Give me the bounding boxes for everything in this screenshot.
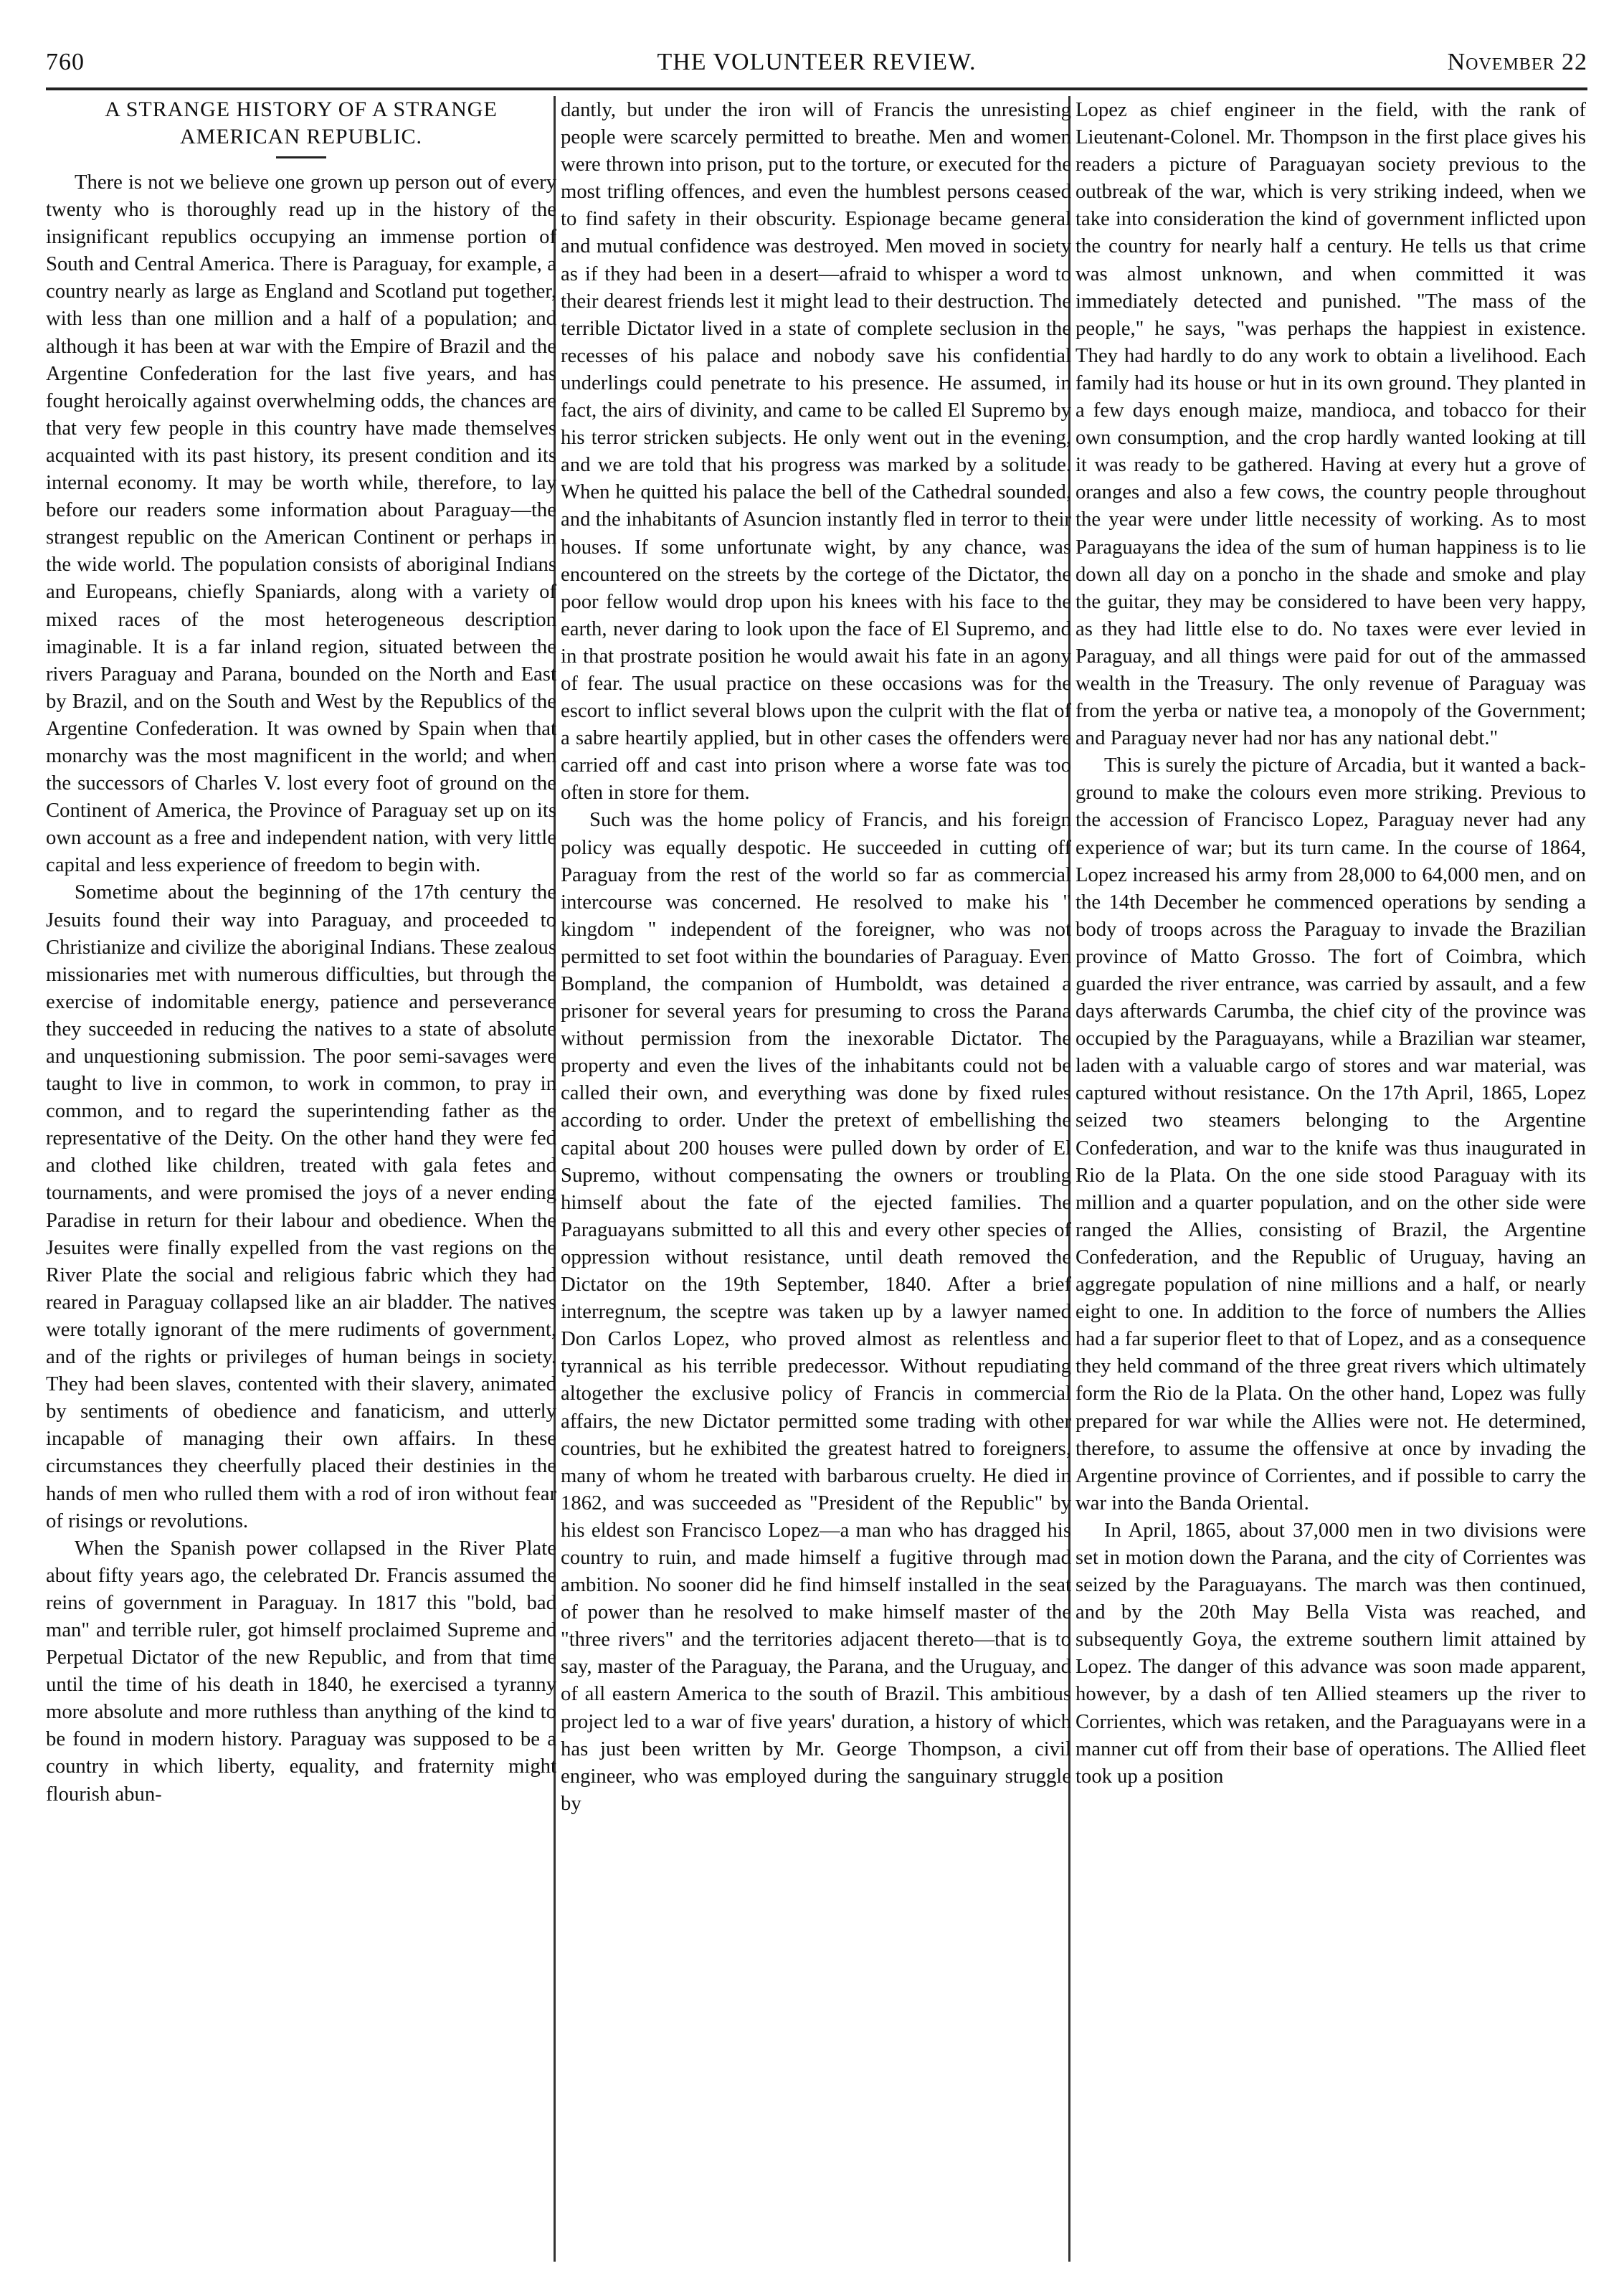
issue-date: November 22 <box>1447 49 1587 75</box>
page-number: 760 <box>46 49 85 75</box>
column-1 <box>46 96 556 2269</box>
paragraph: Sometime about the beginning of the 17th century the Jesuits found their way into Paraguay, and proceeded to Christianize and civilize the aboriginal Indians. These zealous missionaries met with numerous difficulties, but through the exercise of indomitable energy, patience and perseverance they succeeded in reducing the natives to a state of absolute and unquestioning submission. The poor semi-savages were taught to live in common, to work in common, to pray in common, and to regard the superintending father as the representative of the Deity. On the other hand they were fed and clothed like children, treated with gala fetes and tournaments, and were promised the joys of a never ending Paradise in return for their labour and obedience. When the Jesuites were finally expelled from the vast regions on the River Plate the social and religious fabric which they had reared in Paraguay collapsed like an air bladder. The natives were totally ignorant of the mere rudiments of government, and of the rights or privileges of human beings in society. They had been slaves, contented with their slavery, animated by sentiments of obedience and fanaticism, and utterly incapable of managing their own affairs. In these circumstances they cheerfully placed their destinies in the hands of men who rulled them with a rod of iron without fear of risings or revolutions. <box>46 881 556 1532</box>
title-separator <box>276 156 326 158</box>
paragraph: Such was the home policy of Francis, and his foreign policy was equally despotic. He succeeded in cutting off Paraguay from the rest of the world so far as commercial intercourse was concerned. He resolved to make his " kingdom " independent of the foreigner, who was not permitted to set foot within the boundaries of Paraguay. Even Bompland, the companion of Humboldt, was detained a prisoner for several years for presuming to cross the Parana without permission from the inexorable Dictator. The property and even the lives of the inhabitants could not be called their own, and everything was done by fixed rules according to order. Under the pretext of embellishing the capital about 200 houses were pulled down by order of El Supremo, without compensating the owners or troubling himself about the fate of the ejected families. The Paraguayans submitted to all this and every other species of oppression without resistance, until death removed the Dictator on the 19th September, 1840. After a brief interregnum, the sceptre was taken up by a lawyer named Don Carlos Lopez, who proved almost as relentless and tyrannical as his terrible predecessor. Without repudiating altogether the exclusive policy of Francis in commercial affairs, the new Dictator permitted some trading with other countries, but he exhibited the greatest hatred to foreigners, many of whom he treated with barbarous cruelty. He died in 1862, and was succeeded as "President of the Republic" by his eldest son Francisco Lopez—a man who has dragged his country to ruin, and made himself a fugitive through mad ambition. No sooner did he find himself installed in the seat of power than he resolved to make himself master of the "three rivers" and the territories adjacent thereto—that is to say, master of the Paraguay, the Parana, and the Uruguay, and of all eastern America to the south of Brazil. This ambitious project led to a war of five years' duration, a history of which has just been written by Mr. George Thompson, a civil engineer, who was employed during the sanguinary struggle by <box>561 808 1071 1815</box>
column-2 <box>561 96 1071 2269</box>
article-title-line-1: A STRANGE HISTORY OF A STRANGE <box>105 98 498 121</box>
paragraph: In April, 1865, about 37,000 men in two divisions were set in motion down the Parana, and the city of Corrientes was seized by the Paraguayans. The march was then continued, and by the 20th May Bella Vista was reached, and subsequently Goya, the extreme southern limit attained by Lopez. The danger of this advance was soon made apparent, however, by a dash of ten Allied steamers up the river to Corrientes, which was retaken, and the Paraguayans were in a manner cut off from their base of operations. The Allied fleet took up a position <box>1075 1518 1586 1788</box>
paragraph: Lopez as chief engineer in the field, with the rank of Lieutenant-Colonel. Mr. Thompson in the first place gives his readers a picture of Paraguayan society previous to the outbreak of the war, which is very striking indeed, when we take into consideration the kind of government inflicted upon the country for nearly half a century. He tells us that crime was almost unknown, and when committed it was immediately detected and punished. "The mass of the people," he says, "was perhaps the happiest in existence. They had hardly to do any work to obtain a livelihood. Each family had its house or hut in its own ground. They planted in a few days enough maize, mandioca, and tobacco for their own consumption, and the crop hardly wanted looking at till it was ready to be gathered. Having at every hut a grove of oranges and also a few cows, the country people throughout the year were under little necessity of working. As to most Paraguayans the idea of the sum of human happiness is to lie down all day on a poncho in the shade and smoke and play the guitar, they may be considered to have been very happy, as they had little else to do. No taxes were ever levied in Paraguay, and all things were paid for out of the ammassed wealth in the Treasury. The only revenue of Paraguay was from the yerba or native tea, a monopoly of the Government; and Paraguay never had nor has any national debt." <box>1075 98 1586 750</box>
article-title-line-2: AMERICAN REPUBLIC. <box>179 125 423 148</box>
running-title: THE VOLUNTEER REVIEW. <box>657 49 977 75</box>
paragraph: There is not we believe one grown up person out of every twenty who is thoroughly read up in the history of the insignificant republics occupying an immense portion of South and Central America. There is Paraguay, for example, a country nearly as large as England and Scotland put together, with less than one million and a half of a population; and although it has been at war with the Empire of Brazil and the Argentine Confederation for the last five years, and has fought heroically against overwhelming odds, the chances are that very few people in this country have made themselves acquainted with its past history, its present condition and its internal economy. It may be worth while, therefore, to lay before our readers some information about Paraguay—the strangest republic on the American Continent or perhaps in the wide world. The population consists of aboriginal Indians and Europeans, chiefly Spaniards, along with a variety of mixed races of the most heterogeneous description imaginable. It is a far inland region, situated between the rivers Paraguay and Parana, bounded on the North and East by Brazil, and on the South and West by the Republics of the Argentine Confederation. It was owned by Spain when that monarchy was the most magnificent in the world; and when the successors of Charles V. lost every foot of ground on the Continent of America, the Province of Paraguay set up on its own account as a free and independent nation, with very little capital and less experience of freedom to begin with. <box>46 171 556 877</box>
article-title <box>46 96 556 151</box>
column-3 <box>1075 96 1586 2269</box>
paragraph: This is surely the picture of Arcadia, but it wanted a back-ground to make the colours even more striking. Previous to the accession of Francisco Lopez, Paraguay never had any experience of war; but its turn came. In the course of 1864, Lopez increased his army from 28,000 to 64,000 men, and on the 14th December he commenced operations by sending a body of troops across the Paraguay to invade the Brazilian province of Matto Grosso. The fort of Coimbra, which guarded the river entrance, was carried by assault, and a few days afterwards Carumba, the chief city of the province was occupied by the Paraguayans, while a Brazilian war steamer, laden with a valuable cargo of stores and war material, was captured without resistance. On the 17th April, 1865, Lopez seized two steamers belonging to the Argentine Confederation, and war to the knife was thus inaugurated in Rio de la Plata. On the one side stood Paraguay with its million and a quarter population, and on the other side were ranged the Allies, consisting of Brazil, the Argentine Confederation, and the Republic of Uruguay, having an aggregate population of nine millions and a half, or nearly eight to one. In addition to the force of numbers the Allies had a far superior fleet to that of Lopez, and as a consequence they held command of the three great rivers which ultimately form the Rio de la Plata. On the other hand, Lopez was fully prepared for war while the Allies were not. He determined, therefore, to assume the offensive at once by invading the Argentine province of Corrientes, and if possible to carry the war into the Banda Oriental. <box>1075 754 1586 1514</box>
paragraph: When the Spanish power collapsed in the River Plate about fifty years ago, the celebrated Dr. Francis assumed the reins of government in Paraguay. In 1817 this "bold, bad man" and terrible ruler, got himself proclaimed Supreme and Perpetual Dictator of the new Republic, and from that time until the time of his death in 1840, he exercised a tyranny more absolute and more ruthless than anything of the kind to be found in modern history. Paraguay was supposed to be a country in which liberty, equality, and fraternity might flourish abun- <box>46 1536 556 1806</box>
paragraph: dantly, but under the iron will of Francis the unresisting people were scarcely permitted to breathe. Men and women were thrown into prison, put to the torture, or executed for the most trifling offences, and even the humblest persons ceased to find safety in their obscurity. Espionage became general and mutual confidence was destroyed. Men moved in society as if they had been in a desert—afraid to whisper a word to their dearest friends lest it might lead to their destruction. The terrible Dictator lived in a state of complete seclusion in the recesses of his palace and nobody save his confidential underlings could penetrate to his presence. He assumed, in fact, the airs of divinity, and came to be called El Supremo by his terror stricken subjects. He only went out in the evening, and we are told that his progress was marked by a solitude. When he quitted his palace the bell of the Cathedral sounded, and the inhabitants of Asuncion instantly fled in terror to their houses. If some unfortunate wight, by any chance, was encountered on the streets by the cortege of the Dictator, the poor fellow would drop upon his knees with his face to the earth, never daring to look upon the face of El Supremo, and in that prostrate position he would await his fate in an agony of fear. The usual practice on these occasions was for the escort to inflict several blows upon the culprit with the flat of a sabre heartily applied, but in other cases the offenders were carried off and cast into prison where a worse fate was too often in store for them. <box>561 98 1071 805</box>
page-header <box>46 44 1587 90</box>
